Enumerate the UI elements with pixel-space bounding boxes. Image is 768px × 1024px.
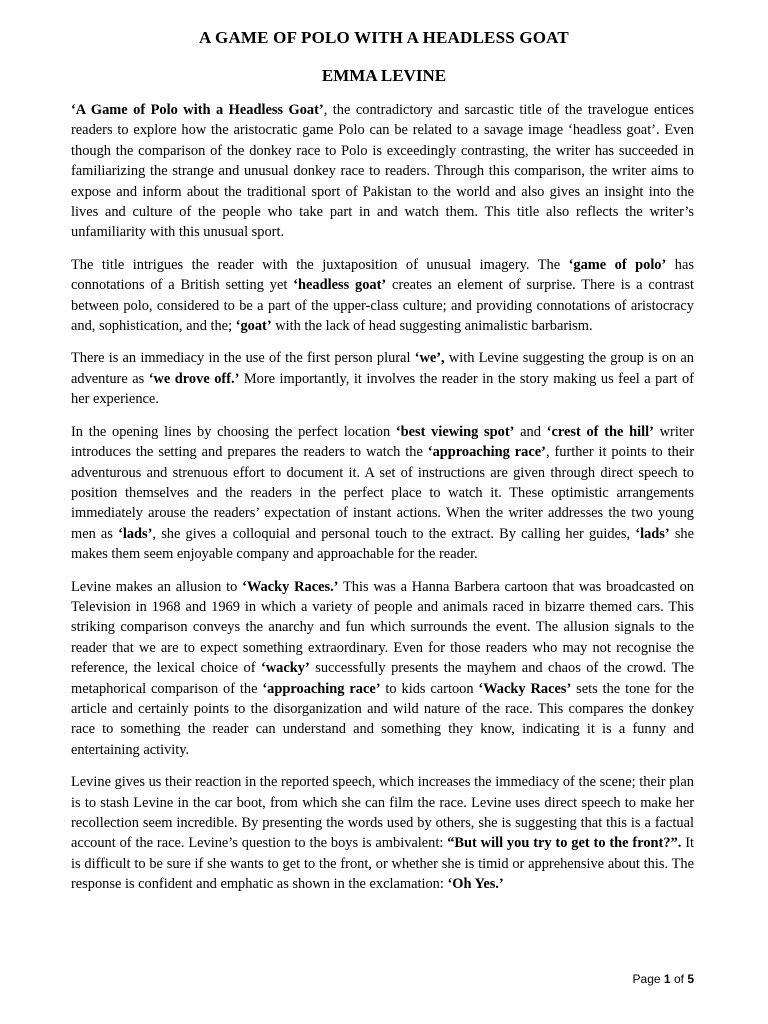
text-run: creates an element of surprise. There is a contrast between polo, considered to be a part of the upper-class culture; and providing connotations of aristocracy and, sophistication, and the; (71, 277, 694, 335)
bold-text-run: ‘we’, (414, 350, 445, 367)
text-run: There is an immediacy in the use of the first person plural (71, 350, 415, 367)
paragraph (71, 348, 694, 409)
document-body (71, 100, 694, 907)
bold-text-run: ‘headless goat’ (293, 277, 387, 294)
text-run: This was a Hanna Barbera cartoon that was broadcasted on Television in 1968 and 1969 in which a variety of people and animals raced in bizarre themed cars. This striking comparison conveys the anarchy and fun which surrounds the event. The allusion signals to the reader that we are to expect something extraordinary. Even for those readers who may not recognise the reference, the lexical choice of (71, 578, 694, 677)
text-run: to kids cartoon (380, 680, 479, 697)
page-total: 5 (687, 972, 694, 986)
text-run: she makes them seem enjoyable company and approachable for the reader. (71, 525, 695, 563)
text-run: sets the tone for the article and certainly points to the disorganization and wild nature of the race. This compares the donkey race to something the reader can understand and something they know, indicating it is a funny and entertaining activity. (71, 680, 694, 758)
text-run: More importantly, it involves the reader in the story making us feel a part of her experience. (71, 370, 694, 408)
bold-text-run: ‘approaching race’ (262, 680, 381, 697)
paragraph (71, 422, 694, 565)
bold-text-run: ‘game of polo’ (568, 256, 667, 273)
text-run: , further it points to their adventurous and strenuous effort to document it. A set of instructions are given through direct speech to position themselves and the readers in the perfect place to watch it. These optimistic arrangements immediately arouse the readers’ expectation of instant actions. When the writer addresses the two young men as (71, 444, 694, 542)
text-run: Levine gives us their reaction in the reported speech, which increases the immediacy of the scene; their plan is to stash Levine in the car boot, from which she can film the race. Levine uses direct speech to make her recollection seem incredible. By presenting the words used by others, she is suggesting that this is a factual account of the race. Levine’s question to the boys is ambivalent: (71, 774, 694, 852)
paragraph (71, 255, 694, 337)
text-run: , the contradictory and sarcastic title of the travelogue entices readers to explore how the aristocratic game Polo can be related to a savage image ‘headless goat’. Even though the comparison of the donkey race to Polo is exceedingly contrasting, the writer has succeeded in familiarizing the strange and unusual donkey race to readers. Through this comparison, the writer aims to expose and inform about the traditional sport of Pakistan to the world and also gives an insight into the lives and culture of the people who take part in and watch them. This title also reflects the writer’s unfamiliarity with this unusual sport. (71, 102, 694, 241)
paragraph (71, 100, 694, 243)
text-run: with the lack of head suggesting animalistic barbarism. (271, 318, 593, 335)
bold-text-run: ‘Wacky Races’ (478, 680, 572, 697)
bold-text-run: ‘goat’ (235, 318, 272, 335)
bold-text-run: ‘Oh Yes.’ (447, 876, 504, 893)
author-name: EMMA LEVINE (321, 66, 447, 85)
paragraph (71, 577, 694, 761)
text-run: with Levine suggesting the group is on an adventure as (71, 350, 695, 387)
text-run: The title intrigues the reader with the juxtaposition of unusual imagery. The (71, 256, 569, 273)
document-title: A GAME OF POLO WITH A HEADLESS GOAT (199, 28, 569, 47)
text-run: writer introduces the setting and prepares the readers to watch the (71, 423, 694, 461)
bold-text-run: ‘lads’ (118, 525, 153, 542)
bold-text-run: ‘A Game of Polo with a Headless Goat’ (71, 102, 324, 118)
text-run: and (514, 423, 547, 440)
bold-text-run: ‘crest of the hill’ (546, 423, 654, 440)
bold-text-run: ‘approaching race’ (427, 444, 546, 461)
bold-text-run: “But will you try to get to the front?”. (447, 835, 682, 852)
bold-text-run: ‘lads’ (635, 525, 670, 542)
bold-text-run: ‘best viewing spot’ (395, 423, 515, 440)
bold-text-run: ‘Wacky Races.’ (242, 578, 339, 595)
text-run: has connotations of a British setting yet (71, 256, 694, 294)
page-label: Page (632, 972, 661, 986)
page-of: of (673, 972, 684, 986)
paragraph (71, 772, 694, 894)
page-current: 1 (663, 972, 671, 986)
text-run: In the opening lines by choosing the perfect location (71, 423, 396, 440)
text-run: Levine makes an allusion to (71, 578, 243, 595)
text-run: successfully presents the mayhem and chaos of the crowd. The metaphorical comparison of the (71, 660, 694, 697)
bold-text-run: ‘wacky’ (261, 660, 310, 677)
bold-text-run: ‘we drove off.’ (148, 370, 240, 387)
text-run: It is difficult to be sure if she wants to get to the front, or whether she is timid or apprehensive about this. The response is confident and emphatic as shown in the exclamation: (71, 835, 695, 893)
page-number (633, 972, 694, 986)
text-run: , she gives a colloquial and personal touch to the extract. By calling her guides, (152, 525, 636, 542)
